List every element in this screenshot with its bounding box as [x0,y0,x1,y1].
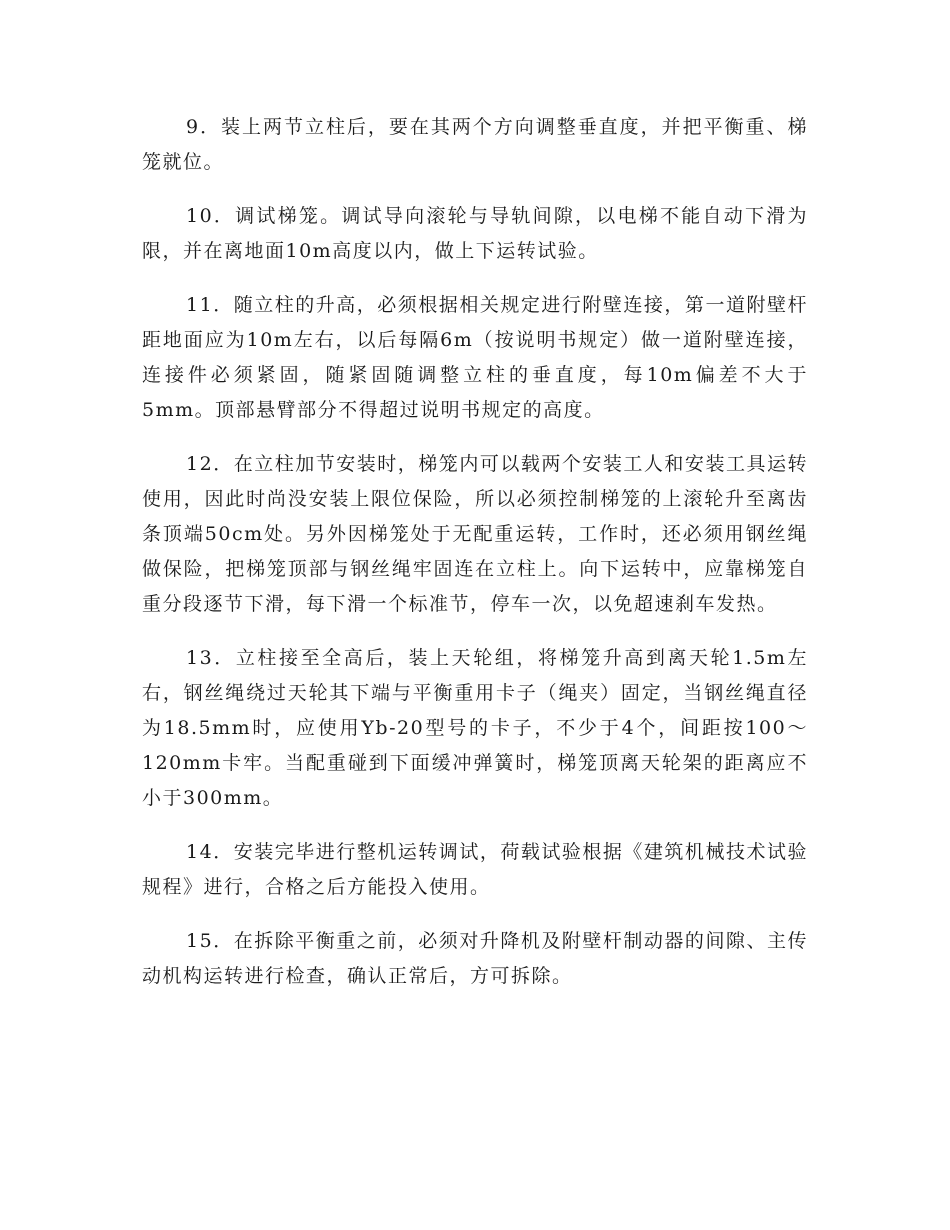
paragraph-item-11: 11．随立柱的升高，必须根据相关规定进行附壁连接，第一道附壁杆距地面应为10m左右，以后每隔6m（按说明书规定）做一道附壁连接，连接件必须紧固，随紧固随调整立柱的垂直度，每10m偏差不大于5mm。顶部悬臂部分不得超过说明书规定的高度。 [142,294,808,421]
paragraph-item-10: 10．调试梯笼。调试导向滚轮与导轨间隙，以电梯不能自动下滑为限，并在离地面10m高度以内，做上下运转试验。 [142,205,808,262]
paragraph-item-14: 14．安装完毕进行整机运转调试，荷载试验根据《建筑机械技术试验规程》进行，合格之后方能投入使用。 [142,841,808,898]
paragraph-item-12: 12．在立柱加节安装时，梯笼内可以载两个安装工人和安装工具运转使用，因此时尚没安装上限位保险，所以必须控制梯笼的上滚轮升至离齿条顶端50cm处。另外因梯笼处于无配重运转，工作时，还必须用钢丝绳做保险，把梯笼顶部与钢丝绳牢固连在立柱上。向下运转中，应靠梯笼自重分段逐节下滑，每下滑一个标准节，停车一次，以免超速刹车发热。 [142,453,808,615]
paragraph-item-9: 9．装上两节立柱后，要在其两个方向调整垂直度，并把平衡重、梯笼就位。 [142,116,808,173]
paragraph-item-13: 13．立柱接至全高后，装上天轮组，将梯笼升高到离天轮1.5m左右，钢丝绳绕过天轮其下端与平衡重用卡子（绳夹）固定，当钢丝绳直径为18.5mm时，应使用Yb-20型号的卡子，不少于4个，间距按100～120mm卡牢。当配重碰到下面缓冲弹簧时，梯笼顶离天轮架的距离应不小于300mm。 [142,647,808,809]
paragraph-item-15: 15．在拆除平衡重之前，必须对升降机及附壁杆制动器的间隙、主传动机构运转进行检查，确认正常后，方可拆除。 [142,930,808,987]
document-page [142,110,808,1013]
